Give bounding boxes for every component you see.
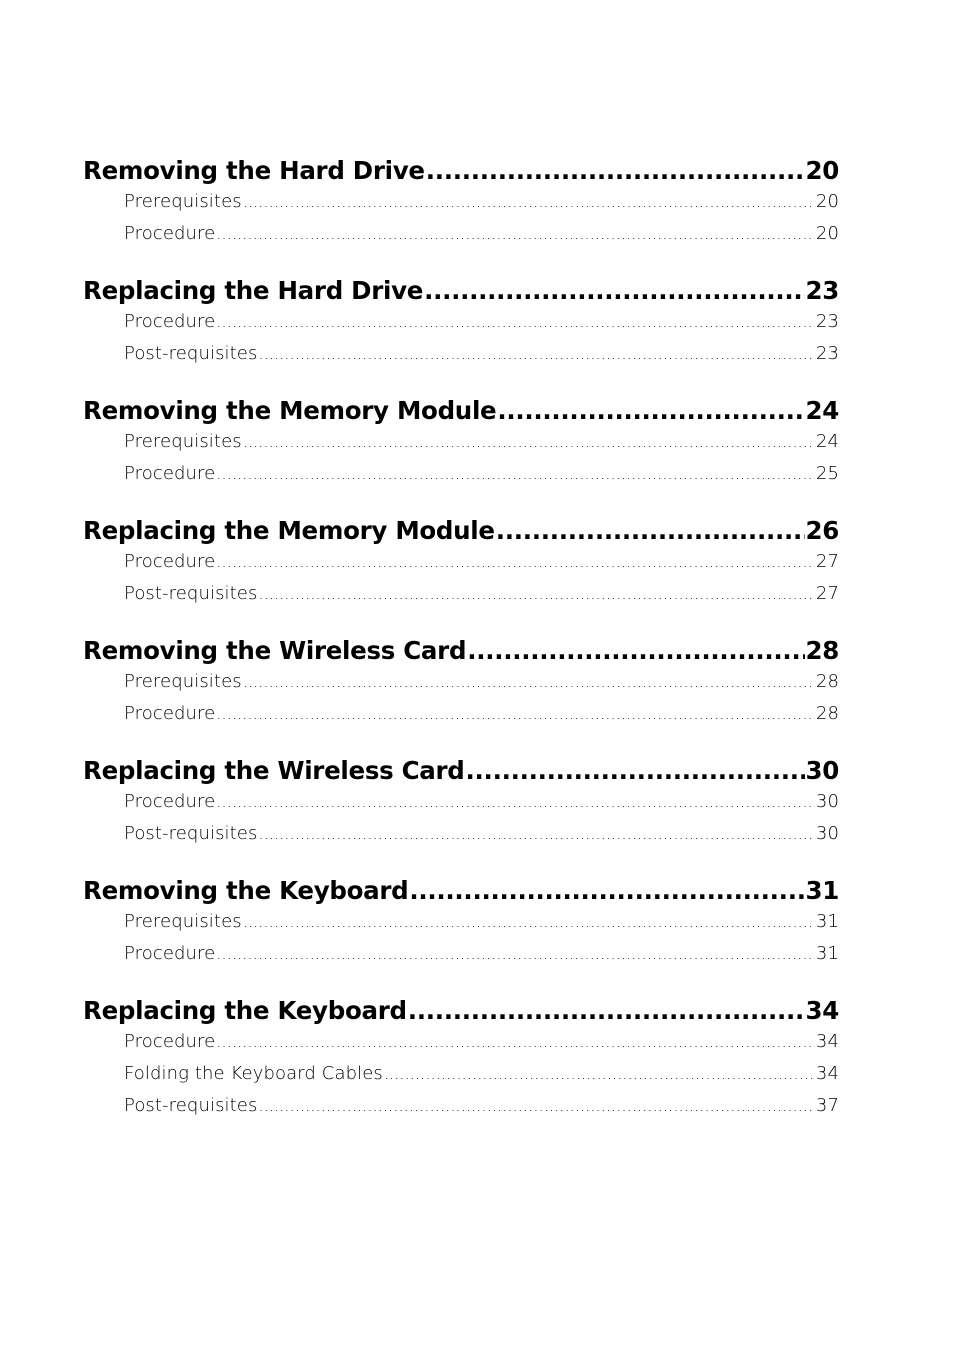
toc-subentry-label: Procedure [124,223,216,244]
toc-heading-entry[interactable] [83,752,839,789]
toc-heading-title: Removing the Wireless Card [83,636,467,665]
toc-subentry-label: Procedure [124,551,216,572]
toc-subentry-page: 34 [815,1031,839,1052]
dot-leader [243,666,815,698]
dot-leader [384,1058,815,1090]
toc-subentry-label: Procedure [124,311,216,332]
toc-section [83,992,839,1122]
toc-subentry-label: Prerequisites [124,431,242,452]
toc-subentry-page: 23 [815,343,839,364]
toc-subentry[interactable] [83,938,839,970]
toc-subentry-label: Procedure [124,703,216,724]
toc-heading-title: Removing the Keyboard [83,876,409,905]
toc-subentry-page: 27 [815,551,839,572]
toc-heading-entry[interactable] [83,272,839,309]
toc-subentry-label: Post-requisites [124,1095,258,1116]
toc-subentry[interactable] [83,786,839,818]
toc-subentry[interactable] [83,1026,839,1058]
dot-leader [467,632,804,669]
toc-subentry-label: Prerequisites [124,191,242,212]
toc-subentry[interactable] [83,338,839,370]
toc-subentry[interactable] [83,218,839,250]
dot-leader [216,306,815,338]
toc-subentry-label: Procedure [124,463,216,484]
toc-subentry[interactable] [83,1058,839,1090]
toc-heading-entry[interactable] [83,992,839,1029]
toc-subentry-label: Prerequisites [124,671,242,692]
toc-heading-entry[interactable] [83,632,839,669]
toc-heading-title: Removing the Hard Drive [83,156,425,185]
dot-leader [243,906,815,938]
toc-heading-title: Removing the Memory Module [83,396,497,425]
dot-leader [409,872,804,909]
toc-subentry-page: 34 [815,1063,839,1084]
dot-leader [216,546,815,578]
toc-heading-page: 30 [805,756,839,785]
table-of-contents [83,152,839,1144]
toc-subentry-page: 30 [815,791,839,812]
toc-subentry-page: 28 [815,703,839,724]
toc-subentry-page: 23 [815,311,839,332]
toc-subentry-page: 24 [815,431,839,452]
toc-subentry[interactable] [83,578,839,610]
toc-subentry-page: 20 [815,223,839,244]
dot-leader [216,938,815,970]
toc-subentry-page: 28 [815,671,839,692]
toc-heading-page: 24 [805,396,839,425]
toc-subentry-label: Folding the Keyboard Cables [124,1063,383,1084]
toc-section [83,752,839,850]
dot-leader [497,392,804,429]
toc-subentry-page: 31 [815,943,839,964]
toc-subentry-label: Post-requisites [124,823,258,844]
toc-subentry-label: Post-requisites [124,583,258,604]
dot-leader [258,818,814,850]
toc-subentry-label: Procedure [124,943,216,964]
dot-leader [424,272,804,309]
dot-leader [243,426,815,458]
toc-heading-page: 34 [805,996,839,1025]
toc-heading-entry[interactable] [83,512,839,549]
toc-section [83,272,839,370]
toc-heading-title: Replacing the Hard Drive [83,276,424,305]
dot-leader [216,218,815,250]
toc-heading-page: 28 [805,636,839,665]
toc-subentry-page: 30 [815,823,839,844]
dot-leader [258,338,814,370]
toc-heading-page: 20 [805,156,839,185]
toc-subentry[interactable] [83,906,839,938]
toc-heading-page: 23 [805,276,839,305]
toc-subentry[interactable] [83,818,839,850]
toc-subentry-label: Post-requisites [124,343,258,364]
toc-subentry[interactable] [83,186,839,218]
dot-leader [408,992,805,1029]
dot-leader [216,1026,815,1058]
toc-subentry-page: 37 [815,1095,839,1116]
toc-heading-entry[interactable] [83,392,839,429]
toc-heading-entry[interactable] [83,152,839,189]
toc-section [83,512,839,610]
toc-subentry-page: 27 [815,583,839,604]
dot-leader [496,512,805,549]
dot-leader [258,1090,814,1122]
toc-subentry-label: Procedure [124,791,216,812]
toc-heading-title: Replacing the Memory Module [83,516,495,545]
dot-leader [216,698,815,730]
toc-section [83,152,839,250]
toc-heading-title: Replacing the Keyboard [83,996,407,1025]
toc-section [83,872,839,970]
toc-subentry-label: Procedure [124,1031,216,1052]
toc-subentry[interactable] [83,426,839,458]
toc-subentry[interactable] [83,1090,839,1122]
dot-leader [466,752,805,789]
dot-leader [258,578,814,610]
toc-section [83,392,839,490]
toc-subentry[interactable] [83,666,839,698]
dot-leader [216,458,815,490]
toc-subentry-page: 20 [815,191,839,212]
toc-heading-entry[interactable] [83,872,839,909]
dot-leader [243,186,815,218]
toc-subentry[interactable] [83,306,839,338]
dot-leader [426,152,805,189]
toc-heading-page: 31 [805,876,839,905]
toc-heading-page: 26 [805,516,839,545]
toc-subentry[interactable] [83,546,839,578]
toc-subentry-label: Prerequisites [124,911,242,932]
toc-subentry-page: 31 [815,911,839,932]
dot-leader [216,786,815,818]
toc-section [83,632,839,730]
toc-subentry[interactable] [83,698,839,730]
toc-heading-title: Replacing the Wireless Card [83,756,465,785]
toc-subentry[interactable] [83,458,839,490]
toc-subentry-page: 25 [815,463,839,484]
